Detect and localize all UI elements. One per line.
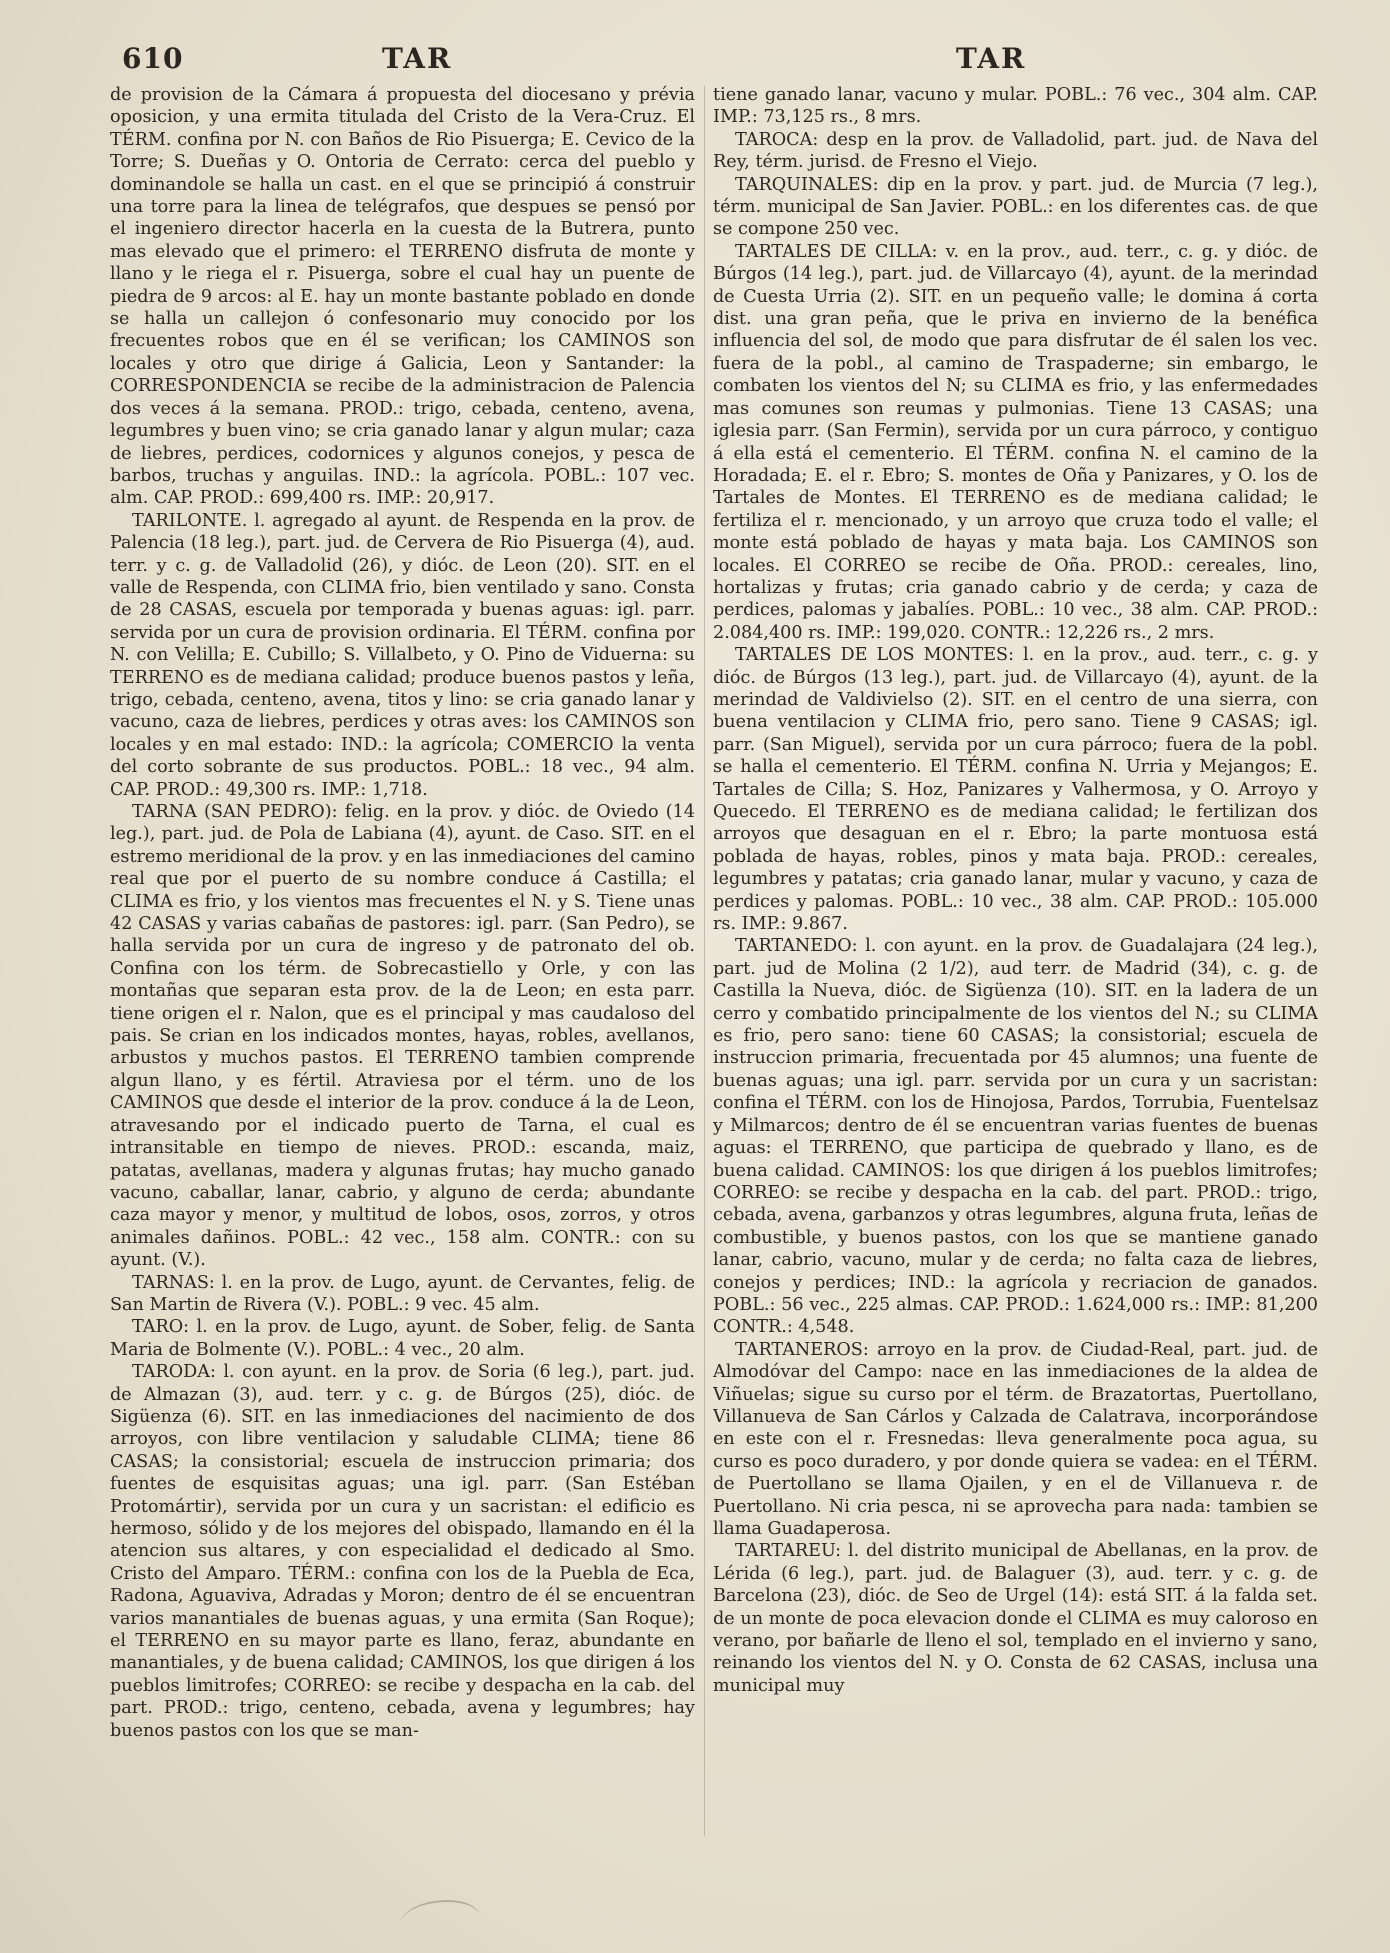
entry-tarquinales: TARQUINALES: dip en la prov. y part. jud. de Murcia (7 leg.), térm. municipal de San Javier. POBL.: en los diferentes cas. de que se compone 250 vec. (713, 174, 1318, 240)
entry-taroda: TARODA: l. con ayunt. en la prov. de Soria (6 leg.), part. jud. de Almazan (3), aud. terr. y c. g. de Búrgos (25), dióc. de Sigüenza (6). SIT. en las inmediaciones del nacimiento de dos arroyos, con libre ventilacion y saludable CLIMA; tiene 86 CASAS; la consistorial; escuela de instruccion primaria; dos fuentes de esquisitas aguas; una igl. parr. (San Estéban Protomártir), servida por un cura y un sacristan: el edificio es hermoso, sólido y de los mejores del obispado, llamando en él la atencion sus altares, y con especialidad el dedicado al Smo. Cristo del Amparo. TÉRM.: confina con los de la Puebla de Eca, Radona, Aguaviva, Adradas y Moron; dentro de él se encuentran varios manantiales de buenas aguas, y una ermita (San Roque); el TERRENO en su mayor parte es llano, feraz, abundante en manantiales, y de buena calidad; CAMINOS, los que dirigen á los pueblos limitrofes; CORREO: se recibe y despacha en la cab. del part. PROD.: trigo, centeno, cebada, avena y legumbres; hay buenos pastos con los que se man- (110, 1362, 695, 1741)
entry-tartales-de-cilla: TARTALES DE CILLA: v. en la prov., aud. terr., c. g. y dióc. de Búrgos (14 leg.), part. jud. de Villarcayo (4), ayunt. de la merindad de Cuesta Urria (2). SIT. en un pequeño valle; le domina á corta dist. una gran peña, que le priva en invierno de la benéfica influencia del sol, de modo que para disfrutar de él salen los vec. fuera de la pobl., al camino de Traspaderne; sin embargo, le combaten los vientos del N; su CLIMA es frio, y las enfermedades mas comunes son reumas y pulmonias. Tiene 13 CASAS; una iglesia parr. (San Fermin), servida por un cura párroco, y contiguo á ella está el cementerio. El TÉRM. confina N. el camino de la Horadada; E. el r. Ebro; S. montes de Oña y Panizares, y O. los de Tartales de Montes. El TERRENO es de mediana calidad; le fertiliza el r. mencionado, y un arroyo que cruza todo el valle; el monte está poblado de hayas y mata baja. Los CAMINOS son locales. El CORREO se recibe de Oña. PROD.: cereales, lino, hortalizas y frutas; cria ganado cabrio y de cerda; y caza de perdices, palomas y jabalíes. POBL.: 10 vec., 38 alm. CAP. PROD.: 2.084,400 rs. IMP.: 199,020. CONTR.: 12,226 rs., 2 mrs. (713, 241, 1318, 643)
column-divider (704, 86, 705, 1836)
entry-tartareu: TARTAREU: l. del distrito municipal de Abellanas, en la prov. de Lérida (6 leg.), part. jud. de Balaguer (3), aud. terr. y c. g. de Barcelona (23), dióc. de Seo de Urgel (14): está SIT. á la falda set. de un monte de poca elevacion donde el CLIMA es muy caloroso en verano, por bañarle de lleno el sol, templado en el invierno y sano, reinando los vientos del N. y O. Consta de 62 CASAS, inclusa una municipal muy (713, 1541, 1318, 1696)
entry-taro: TARO: l. en la prov. de Lugo, ayunt. de Sober, felig. de Santa Maria de Bolmente (V.). POBL.: 4 vec., 20 alm. (110, 1317, 695, 1360)
right-column (713, 84, 1318, 1854)
entry-tartales-de-los-montes: TARTALES DE LOS MONTES: l. en la prov., aud. terr., c. g. y dióc. de Búrgos (13 leg.), part. jud. de Villarcayo (4), ayunt. de la merindad de Valdivielso (2). SIT. en el centro de una sierra, con buena ventilacion y CLIMA frio, pero sano. Tiene 9 CASAS; igl. parr. (San Miguel), servida por un cura párroco; fuera de la pobl. se halla el cementerio. El TÉRM. confina N. Urria y Mejangos; E. Tartales de Cilla; S. Hoz, Panizares y Valhermosa, y O. Arroyo y Quecedo. El TERRENO es de mediana calidad; le fertilizan dos arroyos que desaguan en el r. Ebro; la parte montuosa está poblada de hayas, robles, pinos y mata baja. PROD.: cereales, legumbres y patatas; cria ganado lanar, mular y vacuno, y caza de perdices y palomas. POBL.: 10 vec., 38 alm. CAP. PROD.: 105.000 rs. IMP.: 9.867. (713, 645, 1318, 935)
ink-mark (400, 1900, 480, 1942)
entry-tartanedo: TARTANEDO: l. con ayunt. en la prov. de Guadalajara (24 leg.), part. jud de Molina (2 1/2), aud terr. de Madrid (34), c. g. de Castilla la Nueva, dióc. de Sigüenza (10). SIT. en la ladera de un cerro y combatido principalmente de los vientos del N.; su CLIMA es frio, pero sano: tiene 60 CASAS; la consistorial; escuela de instruccion primaria, frecuentada por 45 alumnos; una fuente de buenas aguas; una igl. parr. servida por un cura y un sacristan: confina el TÉRM. con los de Hinojosa, Pardos, Torrubia, Fuentelsaz y Milmarcos; dentro de él se encuentran varias fuentes de buenas aguas: el TERRENO, que participa de quebrado y llano, es de buena calidad. CAMINOS: los que dirigen á los pueblos limitrofes; CORREO: se recibe y despacha en la cab. del part. PROD.: trigo, cebada, avena, garbanzos y otras legumbres, alguna fruta, leñas de combustible, y buenos pastos, con los que se mantiene ganado lanar, cabrio, vacuno, mular y de cerda; no falta caza de liebres, conejos y perdices; IND.: la agrícola y recriacion de ganados. POBL.: 56 vec., 225 almas. CAP. PROD.: 1.624,000 rs.: IMP.: 81,200 CONTR.: 4,548. (713, 936, 1318, 1338)
page-number: 610 (122, 42, 184, 75)
running-head-right: TAR (956, 42, 1027, 75)
left-column (110, 84, 695, 1854)
entry-tarna: TARNA (SAN PEDRO): felig. en la prov. y dióc. de Oviedo (14 leg.), part. jud. de Pola de Labiana (4), ayunt. de Caso. SIT. en el estremo meridional de la prov. y en las inmediaciones del camino real que por el puerto de su nombre conduce á Castilla; el CLIMA es frio, y los vientos mas frecuentes el N. y S. Tiene unas 42 CASAS y varias cabañas de pastores: igl. parr. (San Pedro), se halla servida por un cura de ingreso y de patronato del ob. Confina con los térm. de Sobrecastiello y Orle, y con las montañas que separan esta prov. de la de Leon; en esta parr. tiene origen el r. Nalon, que es el principal y mas caudaloso del pais. Se crian en los indicados montes, hayas, robles, avellanos, arbustos y muchos pastos. El TERRENO tambien comprende algun llano, y es fértil. Atraviesa por el térm. uno de los CAMINOS que desde el interior de la prov. conduce á la de Leon, atravesando por el indicado puerto de Tarna, el cual es intransitable en tiempo de nieves. PROD.: escanda, maiz, patatas, avellanas, madera y algunas frutas; hay mucho ganado vacuno, caballar, lanar, cabrio, y alguno de cerda; abundante caza mayor y menor, y multitud de lobos, osos, zorros, y otros animales dañinos. POBL.: 42 vec., 158 alm. CONTR.: con su ayunt. (V.). (110, 802, 695, 1271)
page-header (0, 42, 1390, 78)
entry-tarilonte: TARILONTE. l. agregado al ayunt. de Respenda en la prov. de Palencia (18 leg.), part. jud. de Cervera de Rio Pisuerga (4), aud. terr. y c. g. de Valladolid (26), y dióc. de Leon (20). SIT. en el valle de Respenda, con CLIMA frio, bien ventilado y sano. Consta de 28 CASAS, escuela por temporada y buenas aguas: igl. parr. servida por un cura de provision ordinaria. El TÉRM. confina por N. con Velilla; E. Cubillo; S. Villalbeto, y O. Pino de Viduerna: su TERRENO es de mediana calidad; produce buenos pastos y leña, trigo, cebada, centeno, avena, titos y lino: se cria ganado lanar y vacuno, caza de liebres, perdices y otras aves: los CAMINOS son locales y en mal estado: IND.: la agrícola; COMERCIO la venta del corto sobrante de sus productos. POBL.: 18 vec., 94 alm. CAP. PROD.: 49,300 rs. IMP.: 1,718. (110, 510, 695, 800)
running-head-left: TAR (382, 42, 453, 75)
entry-continuation: tiene ganado lanar, vacuno y mular. POBL.: 76 vec., 304 alm. CAP. IMP.: 73,125 rs., 8 mrs. (713, 85, 1318, 128)
entry-taroca: TAROCA: desp en la prov. de Valladolid, part. jud. de Nava del Rey, térm. jurisd. de Fresno el Viejo. (713, 129, 1318, 173)
entry-tarnas: TARNAS: l. en la prov. de Lugo, ayunt. de Cervantes, felig. de San Martin de Rivera (V.). POBL.: 9 vec. 45 alm. (110, 1272, 695, 1315)
entry-tartaneros: TARTANEROS: arroyo en la prov. de Ciudad-Real, part. jud. de Almodóvar del Campo: nace en las inmediaciones de la aldea de Viñuelas; sigue su curso por el térm. de Brazatortas, Puertollano, Villanueva de San Cárlos y Calzada de Calatrava, incorporándose en este con el r. Fresnedas: lleva generalmente poca agua, su curso es poco duradero, y por donde quiera se vadea: en el TÉRM. de Puertollano se llama Ojailen, y en el de Villanueva r. de Puertollano. Ni cria pesca, ni se aprovecha para nada: tambien se llama Guadaperosa. (713, 1339, 1318, 1539)
entry-continuation: de provision de la Cámara á propuesta del diocesano y prévia oposicion, y una ermita titulada del Cristo de la Vera-Cruz. El TÉRM. confina por N. con Baños de Rio Pisuerga; E. Cevico de la Torre; S. Dueñas y O. Ontoria de Cerrato: cerca del pueblo y dominandole se halla un cast. en el que se principió á construir una torre para la linea de telégrafos, que despues se pensó por el ingeniero director hacerla en la cuesta de la Butrera, punto mas elevado que el primero: el TERRENO disfruta de monte y llano y le riega el r. Pisuerga, sobre el cual hay un puente de piedra de 9 arcos: al E. hay un monte bastante poblado en donde se halla un callejon ó confesonario muy conocido por los frecuentes robos que en él se verifican; los CAMINOS son locales y otro que dirige á Galicia, Leon y Santander: la CORRESPONDENCIA se recibe de la administracion de Palencia dos veces á la semana. PROD.: trigo, cebada, centeno, avena, legumbres y buen vino; se cria ganado lanar y algun mular; caza de liebres, perdices, codornices y algunos conejos, y pesca de barbos, truchas y anguilas. IND.: la agrícola. POBL.: 107 vec. alm. CAP. PROD.: 699,400 rs. IMP.: 20,917. (110, 85, 695, 509)
